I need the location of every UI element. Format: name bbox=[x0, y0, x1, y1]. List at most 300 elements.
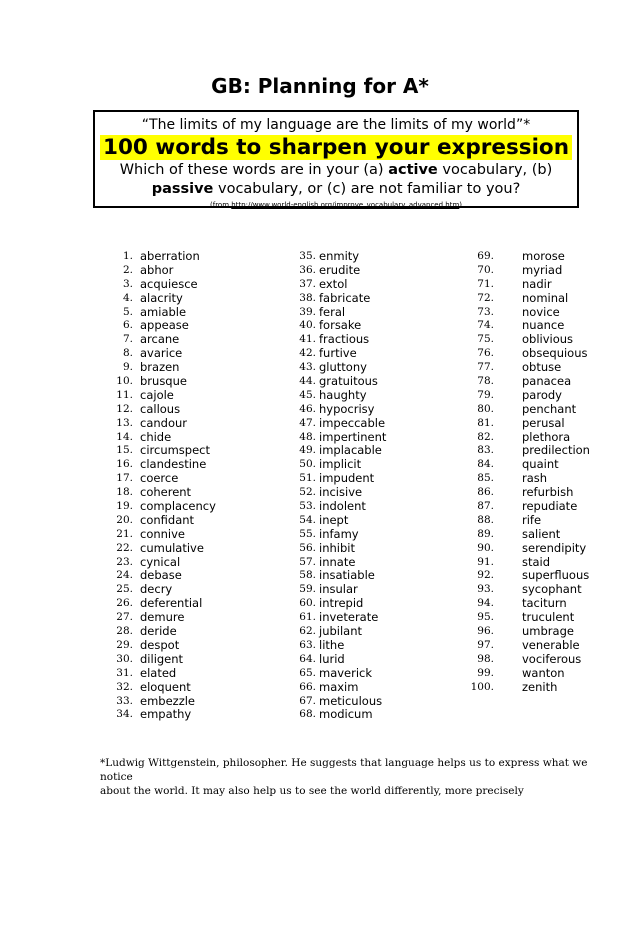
item-word: maxim bbox=[319, 679, 359, 694]
question-text-3: vocabulary, or (c) are not familiar to you? bbox=[213, 181, 521, 197]
item-word: deferential bbox=[140, 596, 203, 611]
item-word: embezzle bbox=[140, 693, 195, 708]
list-item bbox=[275, 417, 455, 431]
list-item bbox=[460, 569, 600, 583]
item-word: appease bbox=[140, 318, 189, 333]
item-number: 26. bbox=[116, 597, 133, 610]
item-number: 67. bbox=[299, 694, 316, 707]
item-word: enmity bbox=[319, 249, 360, 263]
item-number: 3. bbox=[122, 277, 133, 290]
list-item bbox=[460, 611, 600, 625]
list-item bbox=[460, 639, 600, 653]
list-item bbox=[100, 431, 270, 445]
item-number: 95. bbox=[477, 611, 494, 624]
item-number: 64. bbox=[299, 652, 316, 665]
item-word: feral bbox=[319, 304, 346, 319]
item-number: 79. bbox=[477, 388, 494, 401]
item-number: 6. bbox=[122, 319, 133, 332]
list-item bbox=[100, 528, 270, 542]
list-item bbox=[460, 278, 600, 292]
item-word: vociferous bbox=[522, 651, 582, 666]
item-word: eloquent bbox=[140, 679, 191, 694]
list-item bbox=[460, 681, 600, 695]
item-word: parody bbox=[522, 387, 562, 402]
item-number: 4. bbox=[122, 291, 133, 304]
list-item bbox=[275, 597, 455, 611]
item-word: avarice bbox=[140, 346, 183, 361]
item-number: 93. bbox=[477, 583, 494, 596]
list-item bbox=[275, 375, 455, 389]
item-number: 61. bbox=[299, 611, 316, 624]
list-item bbox=[100, 347, 270, 361]
item-number: 80. bbox=[477, 402, 494, 415]
list-item bbox=[100, 583, 270, 597]
item-number: 55. bbox=[299, 527, 316, 540]
list-item bbox=[100, 389, 270, 403]
list-item bbox=[275, 333, 455, 347]
page-title: GB: Planning for A* bbox=[211, 74, 429, 98]
item-word: chide bbox=[140, 429, 172, 444]
item-word: jubilant bbox=[319, 624, 363, 639]
word-column-2 bbox=[275, 250, 455, 722]
list-item bbox=[460, 556, 600, 570]
item-word: implacable bbox=[319, 443, 382, 458]
item-word: infamy bbox=[319, 526, 359, 541]
list-item bbox=[275, 389, 455, 403]
item-number: 2. bbox=[122, 263, 133, 276]
item-word: modicum bbox=[319, 707, 373, 722]
item-word: alacrity bbox=[140, 290, 183, 305]
item-number: 40. bbox=[299, 319, 316, 332]
list-item bbox=[275, 431, 455, 445]
item-word: fabricate bbox=[319, 290, 371, 305]
item-word: intrepid bbox=[319, 596, 364, 611]
list-item bbox=[460, 264, 600, 278]
item-number: 82. bbox=[477, 430, 494, 443]
item-number: 30. bbox=[116, 652, 133, 665]
item-word: debase bbox=[140, 568, 182, 583]
item-number: 9. bbox=[122, 361, 133, 374]
item-word: abhor bbox=[140, 262, 174, 277]
item-word: elated bbox=[140, 665, 177, 680]
list-item bbox=[460, 250, 600, 264]
word-column-1 bbox=[100, 250, 270, 722]
item-number: 63. bbox=[299, 638, 316, 651]
item-number: 27. bbox=[116, 611, 133, 624]
list-item bbox=[100, 250, 270, 264]
list-item bbox=[100, 444, 270, 458]
item-number: 99. bbox=[477, 666, 494, 679]
item-number: 12. bbox=[116, 402, 133, 415]
list-item bbox=[275, 528, 455, 542]
item-word: umbrage bbox=[522, 624, 574, 639]
footnote bbox=[100, 756, 600, 798]
list-item bbox=[460, 417, 600, 431]
source-citation bbox=[95, 200, 577, 210]
item-word: sycophant bbox=[522, 582, 582, 597]
list-item bbox=[275, 361, 455, 375]
item-word: cajole bbox=[140, 387, 174, 402]
list-item bbox=[460, 431, 600, 445]
item-number: 22. bbox=[116, 541, 133, 554]
item-number: 44. bbox=[299, 375, 316, 388]
item-word: despot bbox=[140, 637, 180, 652]
item-number: 83. bbox=[477, 444, 494, 457]
item-word: perusal bbox=[522, 415, 565, 430]
list-item bbox=[100, 333, 270, 347]
item-word: incisive bbox=[319, 485, 363, 500]
item-number: 70. bbox=[477, 263, 494, 276]
item-word: obtuse bbox=[522, 360, 562, 375]
item-number: 47. bbox=[299, 416, 316, 429]
item-word: salient bbox=[522, 526, 561, 541]
list-item bbox=[275, 514, 455, 528]
list-item bbox=[275, 542, 455, 556]
item-number: 58. bbox=[299, 569, 316, 582]
list-item bbox=[460, 375, 600, 389]
list-item bbox=[460, 597, 600, 611]
item-word: quaint bbox=[522, 457, 559, 472]
item-word: zenith bbox=[522, 679, 558, 694]
list-item bbox=[275, 708, 455, 722]
list-item bbox=[460, 458, 600, 472]
list-item bbox=[100, 278, 270, 292]
list-item bbox=[460, 653, 600, 667]
item-number: 85. bbox=[477, 472, 494, 485]
list-item bbox=[100, 306, 270, 320]
list-item bbox=[460, 292, 600, 306]
item-word: gluttony bbox=[319, 360, 367, 375]
item-number: 57. bbox=[299, 555, 316, 568]
item-word: haughty bbox=[319, 387, 367, 402]
list-item bbox=[100, 708, 270, 722]
item-word: brazen bbox=[140, 360, 180, 375]
item-number: 100. bbox=[470, 680, 494, 693]
item-word: lithe bbox=[319, 637, 345, 652]
list-item bbox=[275, 667, 455, 681]
list-item bbox=[275, 458, 455, 472]
item-word: inept bbox=[319, 512, 349, 527]
item-word: arcane bbox=[140, 332, 180, 347]
list-item bbox=[100, 625, 270, 639]
list-item bbox=[100, 361, 270, 375]
item-word: impertinent bbox=[319, 429, 387, 444]
list-item bbox=[100, 542, 270, 556]
footnote-line-2: about the world. It may also help us to see the world differently, more precisely bbox=[100, 785, 524, 797]
item-number: 89. bbox=[477, 527, 494, 540]
item-number: 59. bbox=[299, 583, 316, 596]
list-item bbox=[275, 472, 455, 486]
list-item bbox=[100, 667, 270, 681]
item-number: 91. bbox=[477, 555, 494, 568]
list-item bbox=[275, 556, 455, 570]
item-number: 33. bbox=[116, 694, 133, 707]
list-item bbox=[460, 472, 600, 486]
item-number: 66. bbox=[299, 680, 316, 693]
item-word: nominal bbox=[522, 290, 569, 305]
list-item bbox=[460, 306, 600, 320]
item-number: 37. bbox=[299, 277, 316, 290]
wittgenstein-quote: “The limits of my language are the limits of my world”* bbox=[141, 117, 531, 133]
item-word: novice bbox=[522, 304, 560, 319]
item-word: decry bbox=[140, 582, 173, 597]
list-item bbox=[275, 681, 455, 695]
list-item bbox=[275, 278, 455, 292]
list-item bbox=[275, 500, 455, 514]
item-word: nuance bbox=[522, 318, 565, 333]
item-number: 52. bbox=[299, 486, 316, 499]
item-word: empathy bbox=[140, 707, 192, 722]
item-word: oblivious bbox=[522, 332, 574, 347]
item-word: insular bbox=[319, 582, 358, 597]
list-item bbox=[275, 444, 455, 458]
list-item bbox=[460, 625, 600, 639]
item-word: erudite bbox=[319, 262, 361, 277]
item-number: 36. bbox=[299, 263, 316, 276]
item-word: amiable bbox=[140, 304, 187, 319]
item-number: 35. bbox=[299, 250, 316, 262]
item-number: 74. bbox=[477, 319, 494, 332]
source-link[interactable]: http://www.world-english.org/improve_vocabulary_advanced.htm bbox=[231, 201, 460, 209]
item-number: 15. bbox=[116, 444, 133, 457]
item-number: 78. bbox=[477, 375, 494, 388]
list-item bbox=[275, 639, 455, 653]
item-number: 56. bbox=[299, 541, 316, 554]
item-number: 68. bbox=[299, 708, 316, 721]
list-item bbox=[100, 569, 270, 583]
item-number: 60. bbox=[299, 597, 316, 610]
question-text-2: vocabulary, (b) bbox=[437, 162, 553, 178]
item-number: 65. bbox=[299, 666, 316, 679]
list-item bbox=[100, 458, 270, 472]
item-number: 29. bbox=[116, 638, 133, 651]
item-number: 71. bbox=[477, 277, 494, 290]
item-word: cynical bbox=[140, 554, 181, 569]
list-item bbox=[275, 611, 455, 625]
list-item bbox=[460, 333, 600, 347]
item-word: venerable bbox=[522, 637, 580, 652]
item-number: 88. bbox=[477, 513, 494, 526]
item-number: 23. bbox=[116, 555, 133, 568]
list-item bbox=[275, 347, 455, 361]
item-number: 13. bbox=[116, 416, 133, 429]
item-number: 51. bbox=[299, 472, 316, 485]
item-number: 84. bbox=[477, 458, 494, 471]
item-word: hypocrisy bbox=[319, 401, 375, 416]
item-number: 17. bbox=[116, 472, 133, 485]
item-word: acquiesce bbox=[140, 276, 198, 291]
item-number: 46. bbox=[299, 402, 316, 415]
list-item bbox=[460, 500, 600, 514]
item-number: 48. bbox=[299, 430, 316, 443]
list-item bbox=[460, 444, 600, 458]
list-item bbox=[460, 528, 600, 542]
list-item bbox=[100, 639, 270, 653]
item-number: 97. bbox=[477, 638, 494, 651]
item-word: staid bbox=[522, 554, 551, 569]
list-item bbox=[460, 389, 600, 403]
item-number: 92. bbox=[477, 569, 494, 582]
item-number: 49. bbox=[299, 444, 316, 457]
item-word: rash bbox=[522, 471, 548, 486]
item-number: 8. bbox=[122, 347, 133, 360]
list-item bbox=[460, 319, 600, 333]
list-item bbox=[100, 597, 270, 611]
list-item bbox=[275, 653, 455, 667]
item-word: myriad bbox=[522, 262, 563, 277]
list-item bbox=[275, 319, 455, 333]
item-word: coherent bbox=[140, 485, 192, 500]
intro-box bbox=[93, 110, 579, 208]
list-item bbox=[100, 292, 270, 306]
highlighted-headline: 100 words to sharpen your expression bbox=[100, 135, 572, 160]
item-word: morose bbox=[522, 249, 565, 263]
item-number: 72. bbox=[477, 291, 494, 304]
item-word: forsake bbox=[319, 318, 362, 333]
item-word: cumulative bbox=[140, 540, 204, 555]
list-item bbox=[100, 375, 270, 389]
item-word: brusque bbox=[140, 374, 187, 389]
item-number: 28. bbox=[116, 625, 133, 638]
list-item bbox=[275, 306, 455, 320]
list-item bbox=[460, 667, 600, 681]
item-number: 76. bbox=[477, 347, 494, 360]
item-word: demure bbox=[140, 610, 185, 625]
item-number: 96. bbox=[477, 625, 494, 638]
item-number: 41. bbox=[299, 333, 316, 346]
item-number: 25. bbox=[116, 583, 133, 596]
item-number: 21. bbox=[116, 527, 133, 540]
item-word: inhibit bbox=[319, 540, 355, 555]
source-prefix: (from bbox=[210, 201, 232, 209]
list-item bbox=[275, 569, 455, 583]
item-word: plethora bbox=[522, 429, 571, 444]
item-word: insatiable bbox=[319, 568, 375, 583]
item-word: superfluous bbox=[522, 568, 590, 583]
list-item bbox=[275, 583, 455, 597]
item-number: 19. bbox=[116, 500, 133, 513]
item-number: 98. bbox=[477, 652, 494, 665]
item-word: predilection bbox=[522, 443, 590, 458]
item-number: 16. bbox=[116, 458, 133, 471]
item-number: 42. bbox=[299, 347, 316, 360]
item-number: 62. bbox=[299, 625, 316, 638]
item-word: obsequious bbox=[522, 346, 588, 361]
item-word: indolent bbox=[319, 499, 366, 514]
list-item bbox=[100, 611, 270, 625]
item-word: gratuitous bbox=[319, 374, 378, 389]
item-word: truculent bbox=[522, 610, 575, 625]
item-word: implicit bbox=[319, 457, 362, 472]
item-word: lurid bbox=[319, 651, 345, 666]
list-item bbox=[460, 486, 600, 500]
item-word: complacency bbox=[140, 499, 216, 514]
item-word: meticulous bbox=[319, 693, 383, 708]
item-word: deride bbox=[140, 624, 177, 639]
list-item bbox=[100, 403, 270, 417]
item-number: 73. bbox=[477, 305, 494, 318]
list-item bbox=[460, 514, 600, 528]
source-suffix: ) bbox=[459, 201, 462, 209]
item-word: connive bbox=[140, 526, 186, 541]
item-word: nadir bbox=[522, 276, 552, 291]
item-number: 31. bbox=[116, 666, 133, 679]
item-number: 24. bbox=[116, 569, 133, 582]
list-item bbox=[275, 264, 455, 278]
item-number: 20. bbox=[116, 513, 133, 526]
item-number: 10. bbox=[116, 375, 133, 388]
list-item bbox=[275, 625, 455, 639]
item-number: 54. bbox=[299, 513, 316, 526]
item-word: taciturn bbox=[522, 596, 567, 611]
item-number: 81. bbox=[477, 416, 494, 429]
item-number: 75. bbox=[477, 333, 494, 346]
item-word: repudiate bbox=[522, 499, 578, 514]
list-item bbox=[100, 472, 270, 486]
item-number: 18. bbox=[116, 486, 133, 499]
list-item bbox=[275, 486, 455, 500]
list-item bbox=[100, 264, 270, 278]
item-word: impeccable bbox=[319, 415, 386, 430]
list-item bbox=[100, 486, 270, 500]
word-column-3 bbox=[460, 250, 600, 695]
item-number: 69. bbox=[477, 250, 494, 262]
item-word: innate bbox=[319, 554, 356, 569]
list-item bbox=[100, 681, 270, 695]
list-item bbox=[275, 695, 455, 709]
list-item bbox=[460, 347, 600, 361]
list-item bbox=[460, 542, 600, 556]
item-word: penchant bbox=[522, 401, 577, 416]
item-number: 53. bbox=[299, 500, 316, 513]
item-number: 34. bbox=[116, 708, 133, 721]
item-word: wanton bbox=[522, 665, 565, 680]
item-word: diligent bbox=[140, 651, 184, 666]
list-item bbox=[100, 695, 270, 709]
question-text-1: Which of these words are in your (a) bbox=[119, 162, 389, 178]
item-number: 77. bbox=[477, 361, 494, 374]
item-number: 94. bbox=[477, 597, 494, 610]
item-number: 90. bbox=[477, 541, 494, 554]
list-item bbox=[100, 417, 270, 431]
item-word: serendipity bbox=[522, 540, 587, 555]
item-word: impudent bbox=[319, 471, 375, 486]
item-number: 50. bbox=[299, 458, 316, 471]
item-number: 45. bbox=[299, 388, 316, 401]
vocabulary-question bbox=[95, 161, 577, 199]
item-word: circumspect bbox=[140, 443, 211, 458]
list-item bbox=[100, 319, 270, 333]
item-word: inveterate bbox=[319, 610, 379, 625]
list-item bbox=[460, 361, 600, 375]
item-word: coerce bbox=[140, 471, 179, 486]
item-number: 43. bbox=[299, 361, 316, 374]
item-word: maverick bbox=[319, 665, 373, 680]
list-item bbox=[100, 500, 270, 514]
list-item bbox=[275, 292, 455, 306]
item-word: candour bbox=[140, 415, 188, 430]
item-number: 1. bbox=[122, 250, 133, 262]
item-word: refurbish bbox=[522, 485, 574, 500]
item-number: 11. bbox=[116, 388, 133, 401]
item-word: confidant bbox=[140, 512, 195, 527]
list-item bbox=[460, 583, 600, 597]
item-number: 32. bbox=[116, 680, 133, 693]
item-number: 39. bbox=[299, 305, 316, 318]
list-item bbox=[275, 250, 455, 264]
item-number: 5. bbox=[122, 305, 133, 318]
item-word: aberration bbox=[140, 249, 200, 263]
